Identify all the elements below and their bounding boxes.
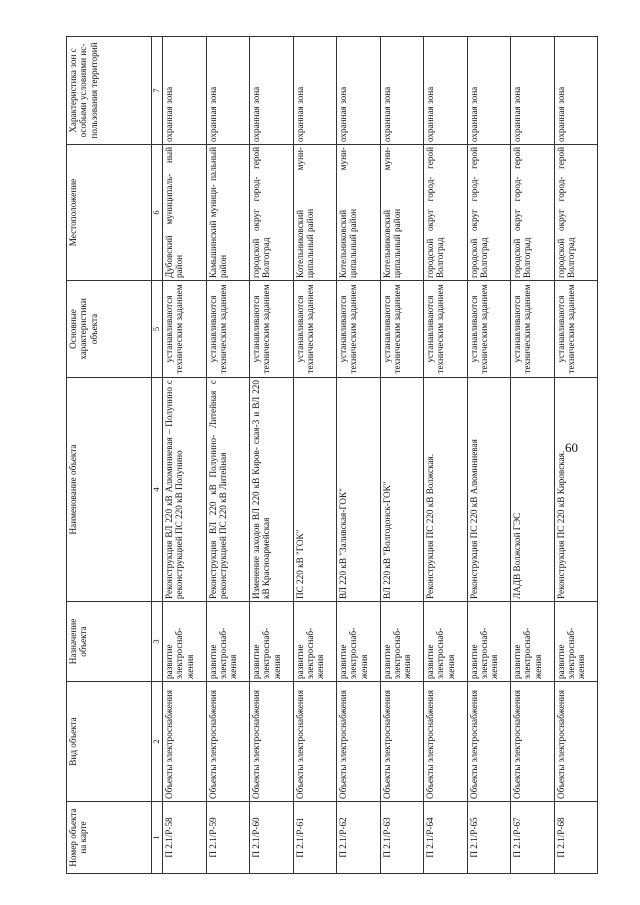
table-row xyxy=(467,37,511,874)
object-location: Котельниковский муни- ципальный район xyxy=(380,145,424,281)
object-number: П 2.1/Р-67 xyxy=(511,802,555,874)
object-characteristics: устанавливаются техническим заданием xyxy=(511,281,555,378)
object-characteristics: устанавливаются техническим заданием xyxy=(424,281,468,378)
objects-table xyxy=(66,36,598,874)
object-location: городской округ город- герой Волгоград xyxy=(554,145,598,281)
object-number: П 2.1/Р-65 xyxy=(467,802,511,874)
object-location: городской округ город- герой Волгоград xyxy=(511,145,555,281)
object-zone: охранная зона xyxy=(206,37,250,145)
object-number: П 2.1/Р-62 xyxy=(337,802,381,874)
object-name: ВЛ 220 кВ "Заливская-ГОК" xyxy=(337,378,381,602)
object-purpose: развитие электроснаб- жения xyxy=(511,602,555,682)
object-characteristics: устанавливаются техническим заданием xyxy=(380,281,424,378)
object-zone: охранная зона xyxy=(337,37,381,145)
object-name: ЛАДВ Волжской ГЭС xyxy=(511,378,555,602)
object-location: Котельниковский муни- ципальный район xyxy=(293,145,337,281)
object-location: городской округ город- герой Волгоград xyxy=(424,145,468,281)
object-location: Камышинский муници- пальный район xyxy=(206,145,250,281)
column-number: 7 xyxy=(152,37,163,145)
table-row xyxy=(250,37,294,874)
object-characteristics: устанавливаются техническим заданием xyxy=(163,281,207,378)
object-characteristics: устанавливаются техническим заданием xyxy=(293,281,337,378)
object-zone: охранная зона xyxy=(467,37,511,145)
object-zone: охранная зона xyxy=(554,37,598,145)
object-characteristics: устанавливаются техническим заданием xyxy=(250,281,294,378)
object-location: Дубовский муниципаль- ный район xyxy=(163,145,207,281)
table-row xyxy=(206,37,250,874)
object-number: П 2.1/Р-58 xyxy=(163,802,207,874)
object-purpose: развитие электроснаб- жения xyxy=(424,602,468,682)
object-purpose: развитие электроснаб- жения xyxy=(206,602,250,682)
column-header: Основные характеристики объекта xyxy=(67,281,152,378)
object-name: ВЛ 220 кВ "Волгодонск-ГОК" xyxy=(380,378,424,602)
object-characteristics: устанавливаются техническим заданием xyxy=(554,281,598,378)
column-header: Наименование объекта xyxy=(67,378,152,602)
object-number: П 2.1/Р-61 xyxy=(293,802,337,874)
object-zone: охранная зона xyxy=(163,37,207,145)
object-name: Реконструкция ВЛ 220 кВ Алюминиевая – Полунино с реконструкцией ПС 220 кВ Полунино xyxy=(163,378,207,602)
column-number: 4 xyxy=(152,378,163,602)
table-row xyxy=(337,37,381,874)
object-kind: Объекты электроснабжения xyxy=(337,682,381,802)
column-header: Характеристика зон с особыми условиями ис- пользования территорий xyxy=(67,37,152,145)
column-header: Местоположение xyxy=(67,145,152,281)
object-location: городской округ город- герой Волгоград xyxy=(250,145,294,281)
object-zone: охранная зона xyxy=(293,37,337,145)
column-number: 3 xyxy=(152,602,163,682)
column-header: Вид объекта xyxy=(67,682,152,802)
table-row xyxy=(511,37,555,874)
object-name: Реконструкция ПС 220 кВ Кировская. xyxy=(554,378,598,602)
object-characteristics: устанавливаются техническим заданием xyxy=(337,281,381,378)
table-row xyxy=(293,37,337,874)
object-zone: охранная зона xyxy=(424,37,468,145)
column-number: 5 xyxy=(152,281,163,378)
column-number: 6 xyxy=(152,145,163,281)
object-kind: Объекты электроснабжения xyxy=(554,682,598,802)
object-location: городской округ город- герой Волгоград xyxy=(467,145,511,281)
object-zone: охранная зона xyxy=(250,37,294,145)
object-number: П 2.1/Р-64 xyxy=(424,802,468,874)
object-number: П 2.1/Р-59 xyxy=(206,802,250,874)
object-kind: Объекты электроснабжения xyxy=(206,682,250,802)
object-name: Реконструкция ВЛ 220 кВ Полунино- Литейная с реконструкцией ПС 220 кВ Литейная xyxy=(206,378,250,602)
object-kind: Объекты электроснабжения xyxy=(467,682,511,802)
table-row xyxy=(554,37,598,874)
object-purpose: развитие электроснаб- жения xyxy=(554,602,598,682)
object-kind: Объекты электроснабжения xyxy=(163,682,207,802)
table-row xyxy=(163,37,207,874)
object-name: Реконструкция ПС 220 кВ Волжская. xyxy=(424,378,468,602)
object-purpose: развитие электроснаб- жения xyxy=(337,602,381,682)
column-number-row xyxy=(152,37,163,874)
rotated-table-wrapper xyxy=(66,37,587,874)
object-characteristics: устанавливаются техническим заданием xyxy=(467,281,511,378)
page-number: 60 xyxy=(565,440,578,455)
object-purpose: развитие электроснаб- жения xyxy=(380,602,424,682)
object-number: П 2.1/Р-68 xyxy=(554,802,598,874)
object-zone: охранная зона xyxy=(511,37,555,145)
object-name: Изменение заходов ВЛ 220 кВ Киров- ская-3 и ВЛ 220 кВ Красноармейская xyxy=(250,378,294,602)
object-characteristics: устанавливаются техническим заданием xyxy=(206,281,250,378)
object-purpose: развитие электроснаб- жения xyxy=(293,602,337,682)
object-kind: Объекты электроснабжения xyxy=(424,682,468,802)
object-kind: Объекты электроснабжения xyxy=(250,682,294,802)
object-location: Котельниковский муни- ципальный район xyxy=(337,145,381,281)
object-kind: Объекты электроснабжения xyxy=(293,682,337,802)
column-number: 2 xyxy=(152,682,163,802)
column-number: 1 xyxy=(152,802,163,874)
object-kind: Объекты электроснабжения xyxy=(380,682,424,802)
object-number: П 2.1/Р-63 xyxy=(380,802,424,874)
object-name: Реконструкция ПС 220 кВ Алюминиевая xyxy=(467,378,511,602)
object-number: П 2.1/Р-60 xyxy=(250,802,294,874)
object-purpose: развитие электроснаб- жения xyxy=(250,602,294,682)
table-row xyxy=(380,37,424,874)
header-row xyxy=(67,37,152,874)
object-purpose: развитие электроснаб- жения xyxy=(163,602,207,682)
object-purpose: развитие электроснаб- жения xyxy=(467,602,511,682)
object-kind: Объекты электроснабжения xyxy=(511,682,555,802)
table-row xyxy=(424,37,468,874)
object-zone: охранная зона xyxy=(380,37,424,145)
column-header: Номер объекта на карте xyxy=(67,802,152,874)
object-name: ПС 220 кВ "ГОК" xyxy=(293,378,337,602)
column-header: Назначение объекта xyxy=(67,602,152,682)
